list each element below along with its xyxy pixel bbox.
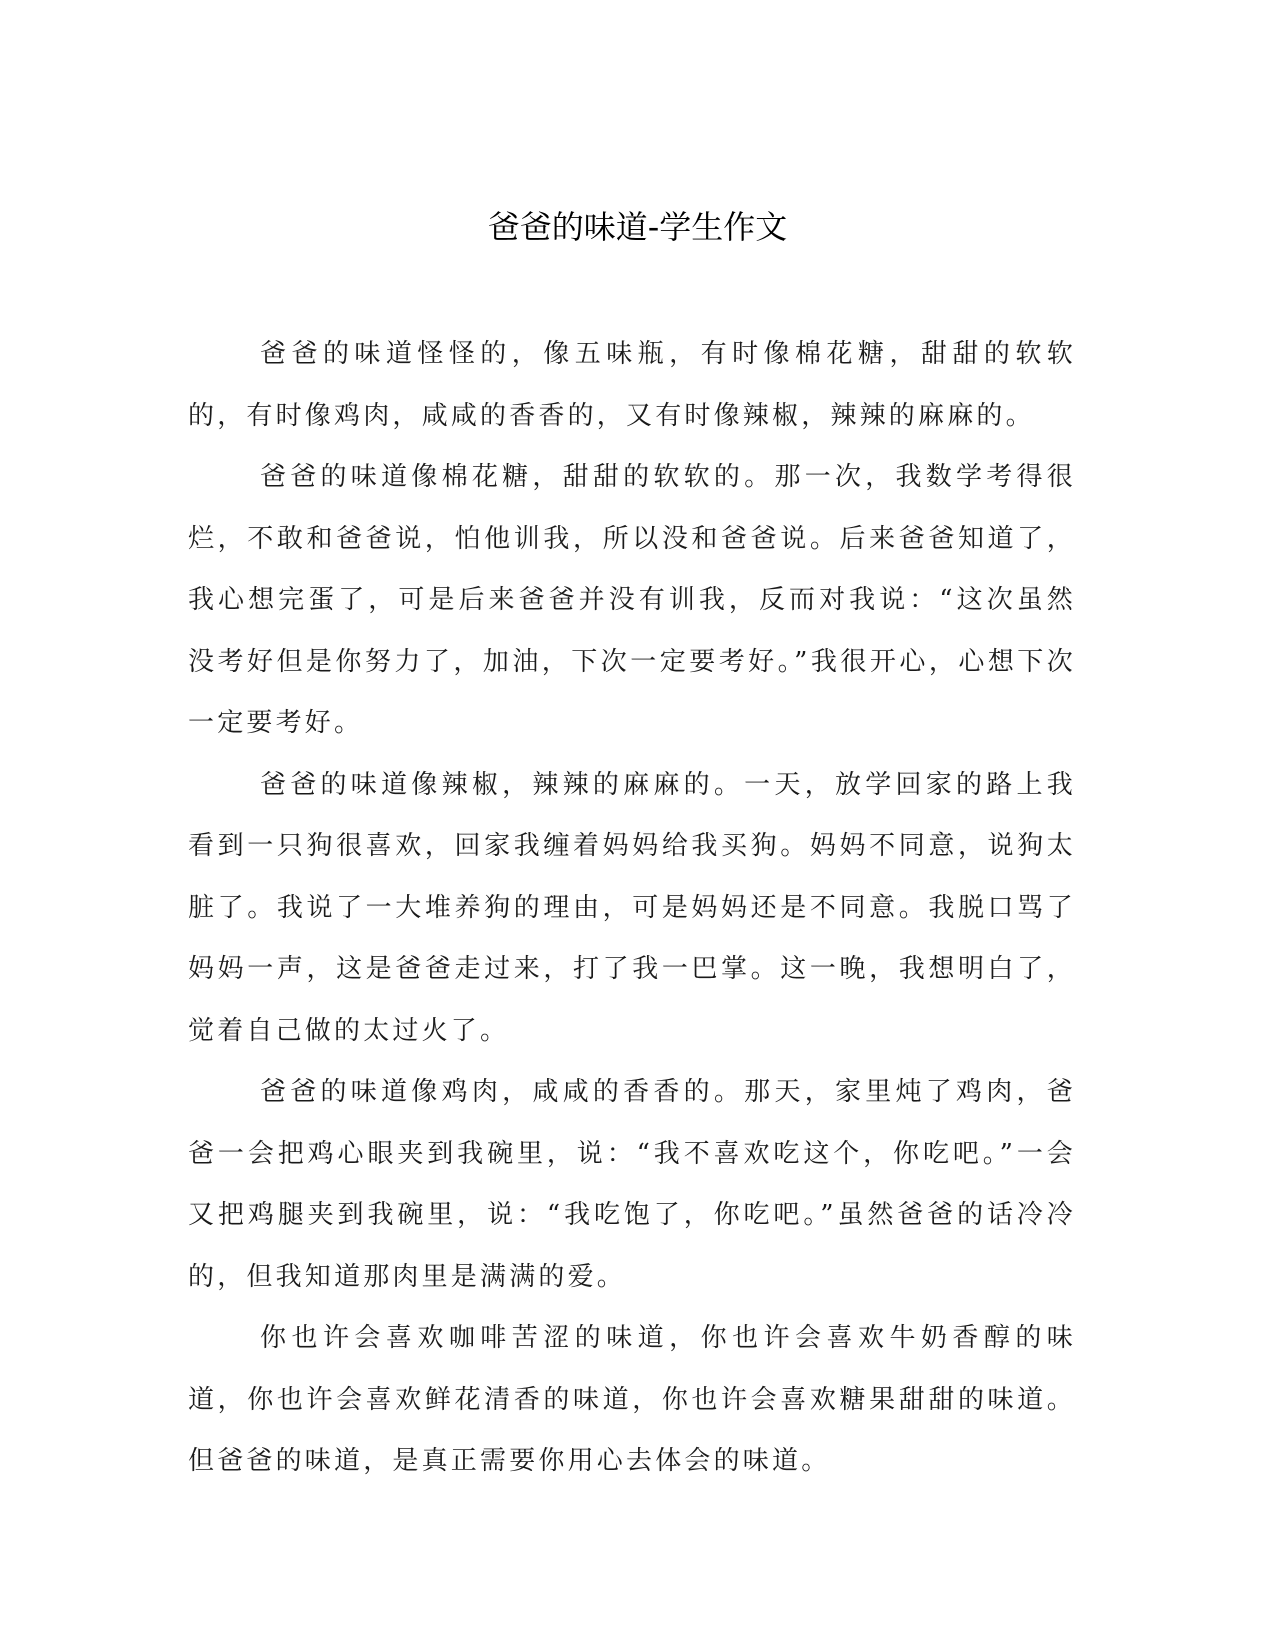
- document-title: 爸爸的味道-学生作文: [487, 208, 788, 246]
- document-body: [188, 324, 1076, 1493]
- paragraph-2: 爸爸的味道像棉花糖，甜甜的软软的。那一次，我数学考得很烂，不敢和爸爸说，怕他训我，所以没和爸爸说。后来爸爸知道了，我心想完蛋了，可是后来爸爸并没有训我，反而对我说：“这次虽然没考好但是你努力了，加油，下次一定要考好。”我很开心，心想下次一定要考好。: [188, 462, 1076, 738]
- paragraph-5: 你也许会喜欢咖啡苦涩的味道，你也许会喜欢牛奶香醇的味道，你也许会喜欢鲜花清香的味道，你也许会喜欢糖果甜甜的味道。但爸爸的味道，是真正需要你用心去体会的味道。: [188, 1323, 1076, 1476]
- paragraph-1: 爸爸的味道怪怪的，像五味瓶，有时像棉花糖，甜甜的软软的，有时像鸡肉，咸咸的香香的，又有时像辣椒，辣辣的麻麻的。: [188, 339, 1076, 431]
- paragraph-3: 爸爸的味道像辣椒，辣辣的麻麻的。一天，放学回家的路上我看到一只狗很喜欢，回家我缠着妈妈给我买狗。妈妈不同意，说狗太脏了。我说了一大堆养狗的理由，可是妈妈还是不同意。我脱口骂了妈妈一声，这是爸爸走过来，打了我一巴掌。这一晚，我想明白了，觉着自己做的太过火了。: [188, 769, 1076, 1046]
- paragraph-4: 爸爸的味道像鸡肉，咸咸的香香的。那天，家里炖了鸡肉，爸爸一会把鸡心眼夹到我碗里，说：“我不喜欢吃这个，你吃吧。”一会又把鸡腿夹到我碗里，说：“我吃饱了，你吃吧。”虽然爸爸的话冷冷的，但我知道那肉里是满满的爱。: [188, 1077, 1076, 1292]
